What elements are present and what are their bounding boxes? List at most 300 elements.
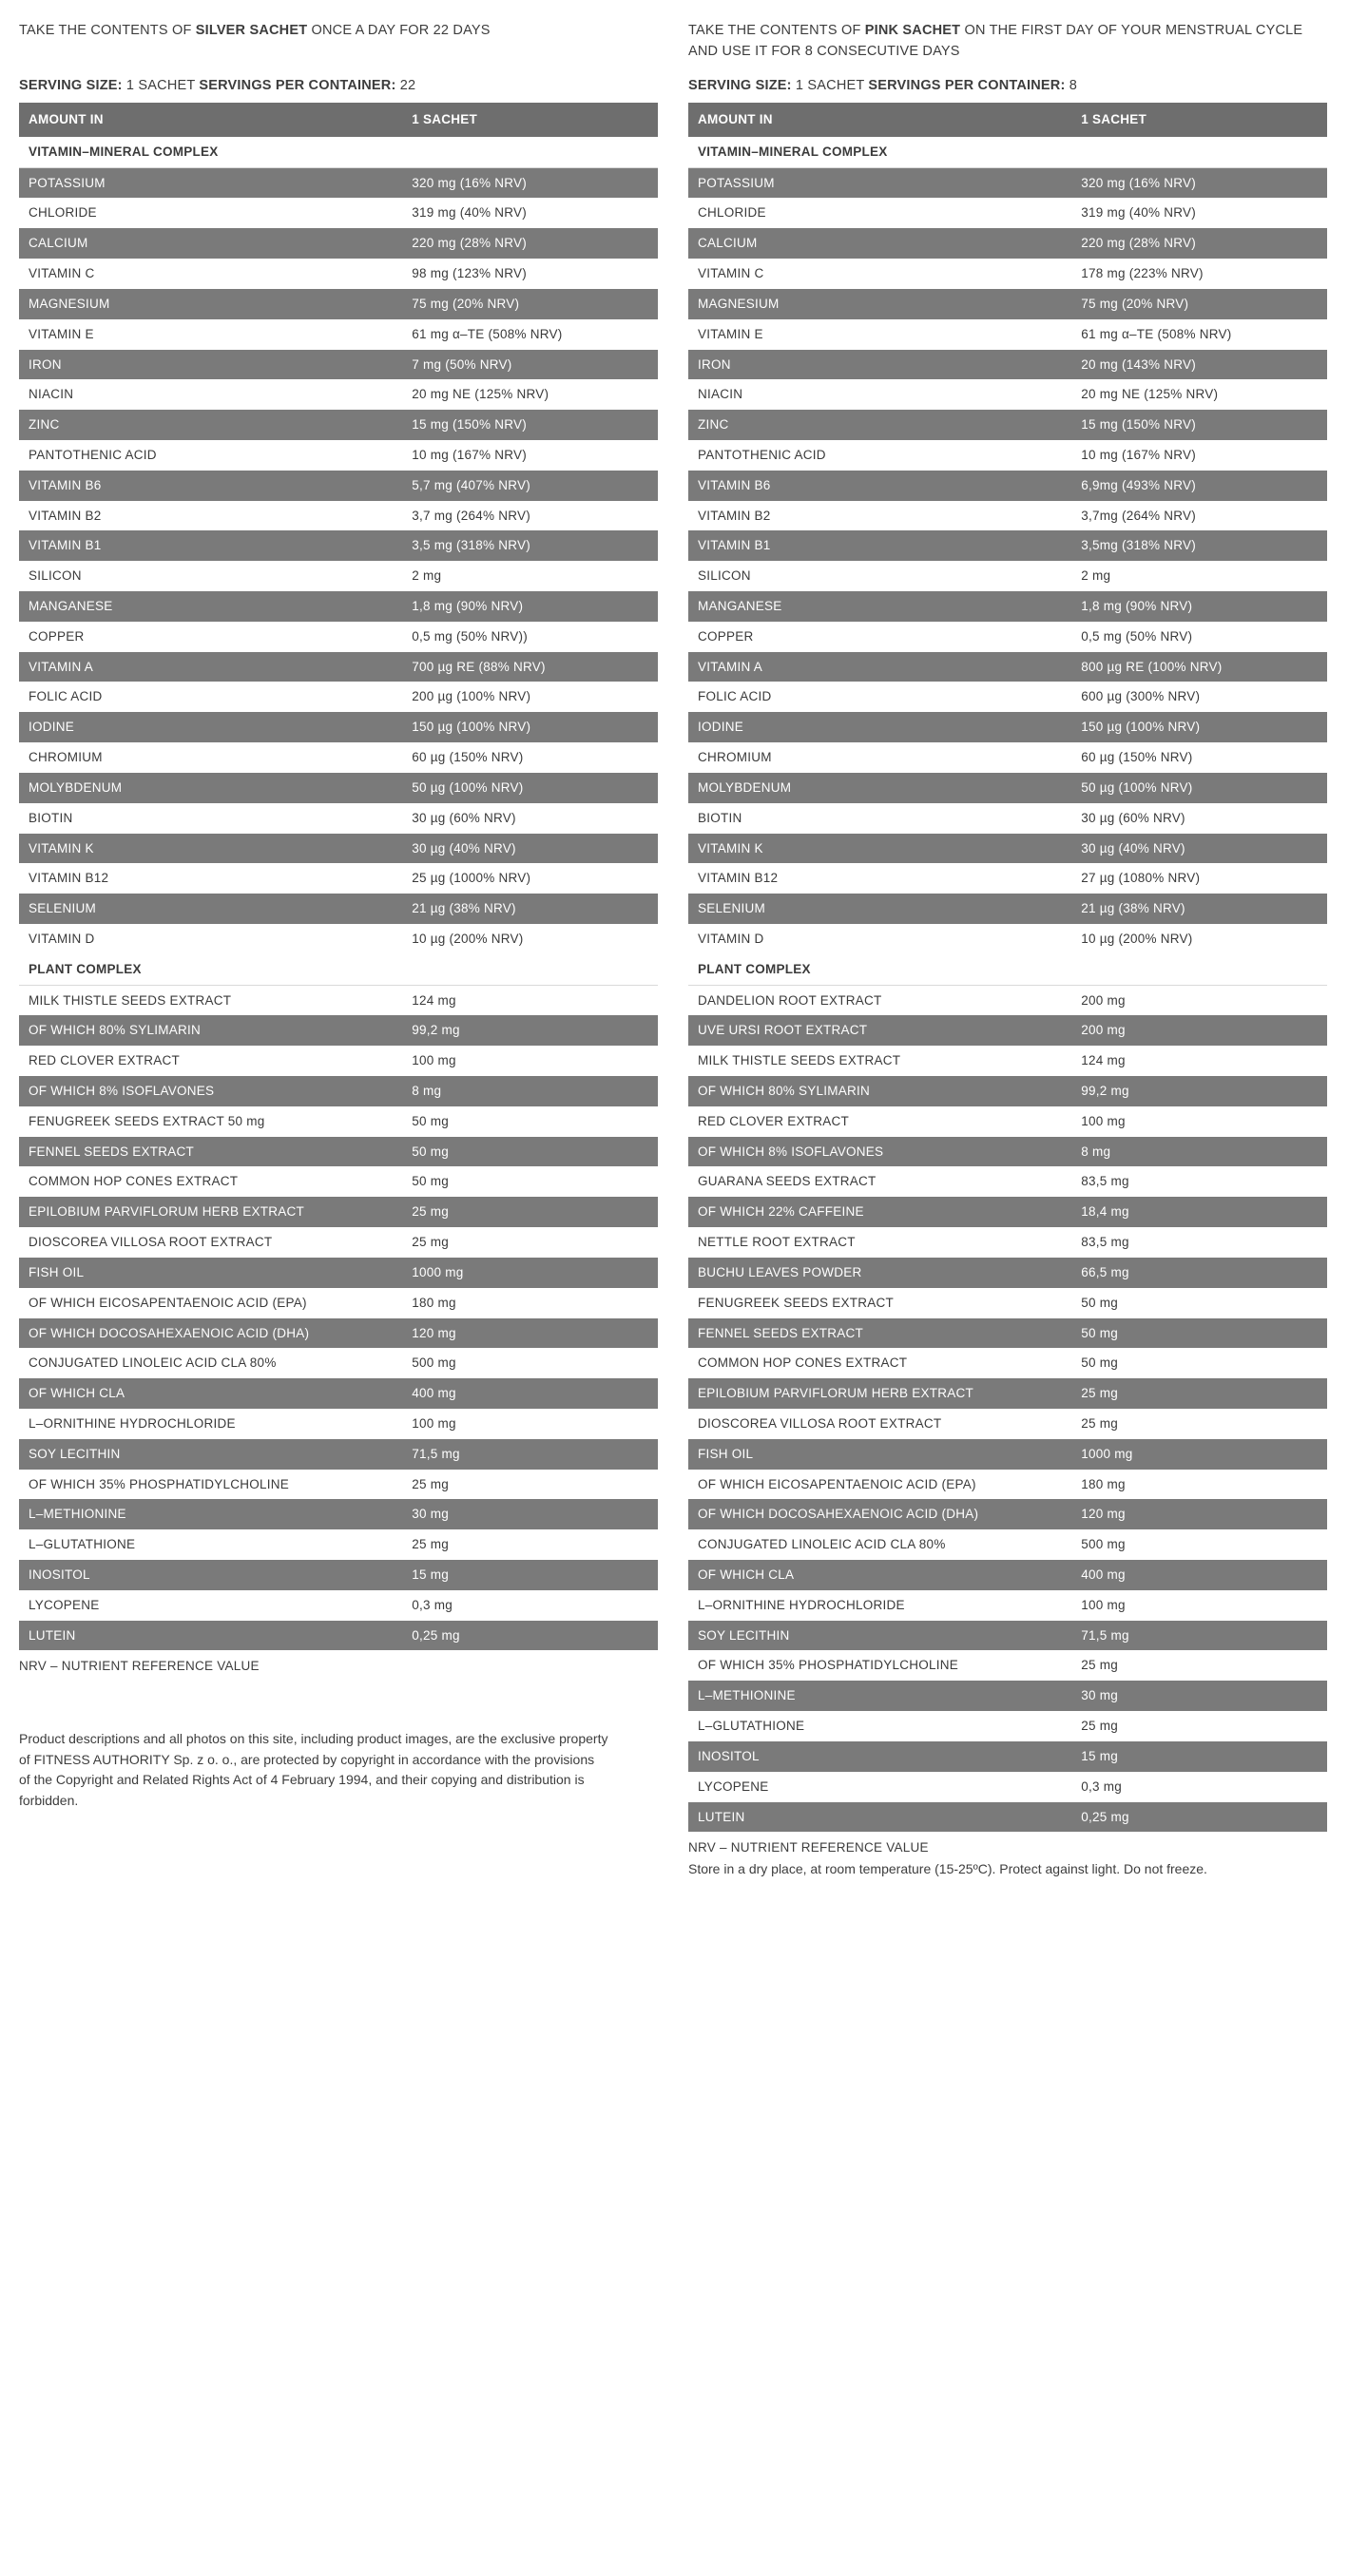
ingredient-name: FISH OIL [19, 1258, 402, 1288]
ingredient-amount: 3,5 mg (318% NRV) [402, 530, 658, 561]
ingredient-name: EPILOBIUM PARVIFLORUM HERB EXTRACT [19, 1197, 402, 1227]
ingredient-amount: 30 µg (40% NRV) [402, 834, 658, 864]
ingredient-amount: 83,5 mg [1071, 1166, 1327, 1197]
ingredient-amount: 66,5 mg [1071, 1258, 1327, 1288]
ingredient-name: IODINE [688, 712, 1071, 742]
ingredient-amount: 25 mg [402, 1197, 658, 1227]
ingredient-amount: 50 µg (100% NRV) [1071, 773, 1327, 803]
table-row [688, 1560, 1327, 1590]
pink-facts-table [688, 103, 1327, 1832]
ingredient-amount: 180 mg [1071, 1470, 1327, 1500]
table-row [688, 894, 1327, 924]
table-row [19, 1166, 658, 1197]
ingredient-name: VITAMIN D [19, 924, 402, 954]
table-row [688, 1650, 1327, 1681]
ingredient-name: CONJUGATED LINOLEIC ACID CLA 80% [688, 1529, 1071, 1560]
ingredient-name: VITAMIN E [688, 319, 1071, 350]
table-row [19, 1076, 658, 1106]
ingredient-amount: 25 mg [1071, 1378, 1327, 1409]
ingredient-amount: 3,7mg (264% NRV) [1071, 501, 1327, 531]
ingredient-name: MOLYBDENUM [19, 773, 402, 803]
table-row [19, 924, 658, 954]
silver-facts-table [19, 103, 658, 1650]
ingredient-amount: 10 mg (167% NRV) [1071, 440, 1327, 471]
ingredient-amount: 0,5 mg (50% NRV) [1071, 622, 1327, 652]
ingredient-amount: 600 µg (300% NRV) [1071, 682, 1327, 712]
ingredient-name: VITAMIN A [19, 652, 402, 682]
table-row [688, 1015, 1327, 1046]
ingredient-amount: 60 µg (150% NRV) [1071, 742, 1327, 773]
table-row [19, 1046, 658, 1076]
table-row [19, 319, 658, 350]
table-row [688, 1076, 1327, 1106]
table-row [19, 410, 658, 440]
ingredient-name: ZINC [19, 410, 402, 440]
ingredient-name: OF WHICH 80% SYLIMARIN [19, 1015, 402, 1046]
table-header-row [19, 103, 658, 137]
ingredient-name: ZINC [688, 410, 1071, 440]
table-row [19, 834, 658, 864]
pink-servings-label: SERVINGS PER CONTAINER: [868, 78, 1066, 93]
silver-intro-suffix: ONCE A DAY FOR 22 DAYS [307, 23, 491, 38]
ingredient-amount: 320 mg (16% NRV) [402, 167, 658, 198]
ingredient-amount: 30 µg (60% NRV) [402, 803, 658, 834]
ingredient-amount: 25 mg [1071, 1711, 1327, 1741]
ingredient-amount: 0,25 mg [402, 1621, 658, 1651]
table-row [688, 379, 1327, 410]
ingredient-name: FENUGREEK SEEDS EXTRACT [688, 1288, 1071, 1318]
silver-servings-value: 22 [395, 78, 416, 93]
table-row [19, 198, 658, 228]
ingredient-amount: 400 mg [1071, 1560, 1327, 1590]
ingredient-name: DANDELION ROOT EXTRACT [688, 985, 1071, 1015]
table-row [19, 1529, 658, 1560]
table-row [688, 1741, 1327, 1772]
ingredient-amount: 1000 mg [402, 1258, 658, 1288]
ingredient-name: NETTLE ROOT EXTRACT [688, 1227, 1071, 1258]
ingredient-amount: 200 mg [1071, 985, 1327, 1015]
ingredient-amount: 15 mg [402, 1560, 658, 1590]
ingredient-name: OF WHICH EICOSAPENTAENOIC ACID (EPA) [19, 1288, 402, 1318]
table-row [688, 167, 1327, 198]
ingredient-name: BIOTIN [19, 803, 402, 834]
table-row [688, 1529, 1327, 1560]
table-row [19, 1439, 658, 1470]
table-row [688, 440, 1327, 471]
table-row [19, 682, 658, 712]
ingredient-amount: 180 mg [402, 1288, 658, 1318]
ingredient-amount: 20 mg NE (125% NRV) [1071, 379, 1327, 410]
ingredient-name: POTASSIUM [688, 167, 1071, 198]
table-row [19, 985, 658, 1015]
ingredient-amount: 178 mg (223% NRV) [1071, 259, 1327, 289]
table-row [688, 1590, 1327, 1621]
ingredient-amount: 1,8 mg (90% NRV) [402, 591, 658, 622]
ingredient-amount: 21 µg (38% NRV) [402, 894, 658, 924]
table-row [688, 1227, 1327, 1258]
table-row [19, 259, 658, 289]
table-row [19, 1470, 658, 1500]
ingredient-name: UVE URSI ROOT EXTRACT [688, 1015, 1071, 1046]
section-heading-row [688, 137, 1327, 167]
ingredient-amount: 0,3 mg [1071, 1772, 1327, 1802]
ingredient-amount: 18,4 mg [1071, 1197, 1327, 1227]
table-row [688, 591, 1327, 622]
ingredient-name: L–ORNITHINE HYDROCHLORIDE [688, 1590, 1071, 1621]
section-heading-row [19, 954, 658, 985]
table-row [19, 289, 658, 319]
table-row [19, 712, 658, 742]
ingredient-name: MILK THISTLE SEEDS EXTRACT [688, 1046, 1071, 1076]
ingredient-name: PANTOTHENIC ACID [688, 440, 1071, 471]
table-row [19, 622, 658, 652]
silver-servings-label: SERVINGS PER CONTAINER: [199, 78, 396, 93]
pink-serving-line [688, 78, 1327, 93]
ingredient-amount: 6,9mg (493% NRV) [1071, 471, 1327, 501]
table-row [688, 742, 1327, 773]
ingredient-amount: 50 mg [1071, 1348, 1327, 1378]
ingredient-name: NIACIN [19, 379, 402, 410]
table-row [688, 1621, 1327, 1651]
ingredient-name: OF WHICH 22% CAFFEINE [688, 1197, 1071, 1227]
ingredient-amount: 10 µg (200% NRV) [402, 924, 658, 954]
ingredient-amount: 120 mg [1071, 1499, 1327, 1529]
ingredient-name: LUTEIN [19, 1621, 402, 1651]
ingredient-name: VITAMIN C [19, 259, 402, 289]
table-row [19, 894, 658, 924]
ingredient-amount: 50 mg [1071, 1318, 1327, 1349]
ingredient-name: SOY LECITHIN [19, 1439, 402, 1470]
ingredient-name: OF WHICH EICOSAPENTAENOIC ACID (EPA) [688, 1470, 1071, 1500]
ingredient-name: COMMON HOP CONES EXTRACT [688, 1348, 1071, 1378]
pink-serving-value: 1 SACHET [791, 78, 869, 93]
ingredient-name: SELENIUM [688, 894, 1071, 924]
ingredient-name: COPPER [688, 622, 1071, 652]
ingredient-name: CHROMIUM [19, 742, 402, 773]
ingredient-amount: 50 mg [402, 1166, 658, 1197]
table-row [19, 167, 658, 198]
section-heading-row [688, 954, 1327, 985]
ingredient-name: COMMON HOP CONES EXTRACT [19, 1166, 402, 1197]
table-row [688, 1772, 1327, 1802]
table-row [19, 1106, 658, 1137]
ingredient-name: L–ORNITHINE HYDROCHLORIDE [19, 1409, 402, 1439]
pink-intro-suffix: ON THE FIRST DAY OF YOUR MENSTRUAL CYCLE AND USE IT FOR 8 CONSECUTIVE DAYS [688, 23, 1303, 59]
pink-intro-text [688, 21, 1327, 63]
ingredient-name: L–GLUTATHIONE [688, 1711, 1071, 1741]
ingredient-name: PANTOTHENIC ACID [19, 440, 402, 471]
pink-sachet-column [688, 21, 1327, 1893]
table-row [688, 319, 1327, 350]
ingredient-amount: 25 mg [402, 1470, 658, 1500]
ingredient-amount: 99,2 mg [402, 1015, 658, 1046]
ingredient-amount: 30 mg [402, 1499, 658, 1529]
table-row [19, 1621, 658, 1651]
ingredient-amount: 1000 mg [1071, 1439, 1327, 1470]
pink-serving-label: SERVING SIZE: [688, 78, 792, 93]
table-row [688, 1378, 1327, 1409]
ingredient-amount: 50 mg [402, 1106, 658, 1137]
ingredient-amount: 100 mg [402, 1046, 658, 1076]
table-row [688, 622, 1327, 652]
ingredient-amount: 200 mg [1071, 1015, 1327, 1046]
ingredient-name: SOY LECITHIN [688, 1621, 1071, 1651]
pink-intro-bold: PINK SACHET [864, 23, 961, 38]
ingredient-amount: 5,7 mg (407% NRV) [402, 471, 658, 501]
ingredient-amount: 0,3 mg [402, 1590, 658, 1621]
ingredient-name: MILK THISTLE SEEDS EXTRACT [19, 985, 402, 1015]
ingredient-amount: 2 mg [402, 561, 658, 591]
ingredient-amount: 2 mg [1071, 561, 1327, 591]
table-row [688, 1499, 1327, 1529]
silver-sachet-column [19, 21, 658, 1825]
table-row [688, 289, 1327, 319]
table-row [688, 1166, 1327, 1197]
table-row [688, 1711, 1327, 1741]
ingredient-name: VITAMIN K [19, 834, 402, 864]
ingredient-amount: 15 mg [1071, 1741, 1327, 1772]
table-row [19, 530, 658, 561]
ingredient-name: L–METHIONINE [19, 1499, 402, 1529]
ingredient-name: VITAMIN B1 [688, 530, 1071, 561]
ingredient-amount: 75 mg (20% NRV) [402, 289, 658, 319]
table-row [688, 1681, 1327, 1711]
ingredient-amount: 3,7 mg (264% NRV) [402, 501, 658, 531]
header-amount-in: AMOUNT IN [19, 103, 402, 137]
ingredient-name: OF WHICH CLA [19, 1378, 402, 1409]
section-heading-label: PLANT COMPLEX [19, 954, 658, 985]
ingredient-name: COPPER [19, 622, 402, 652]
ingredient-name: MANGANESE [19, 591, 402, 622]
silver-intro-prefix: TAKE THE CONTENTS OF [19, 23, 196, 38]
ingredient-amount: 7 mg (50% NRV) [402, 350, 658, 380]
table-row [19, 501, 658, 531]
ingredient-amount: 320 mg (16% NRV) [1071, 167, 1327, 198]
ingredient-amount: 75 mg (20% NRV) [1071, 289, 1327, 319]
ingredient-amount: 30 mg [1071, 1681, 1327, 1711]
ingredient-amount: 1,8 mg (90% NRV) [1071, 591, 1327, 622]
ingredient-amount: 61 mg α–TE (508% NRV) [402, 319, 658, 350]
silver-nrv-footnote: NRV – NUTRIENT REFERENCE VALUE [19, 1659, 260, 1674]
ingredient-amount: 50 mg [402, 1137, 658, 1167]
ingredient-amount: 800 µg RE (100% NRV) [1071, 652, 1327, 682]
table-row [19, 561, 658, 591]
table-row [19, 440, 658, 471]
ingredient-name: IRON [19, 350, 402, 380]
ingredient-amount: 319 mg (40% NRV) [402, 198, 658, 228]
ingredient-name: BUCHU LEAVES POWDER [688, 1258, 1071, 1288]
ingredient-amount: 220 mg (28% NRV) [1071, 228, 1327, 259]
ingredient-name: INOSITOL [19, 1560, 402, 1590]
ingredient-name: OF WHICH DOCOSAHEXAENOIC ACID (DHA) [19, 1318, 402, 1349]
silver-serving-line [19, 78, 658, 93]
table-row [19, 1227, 658, 1258]
ingredient-name: FOLIC ACID [688, 682, 1071, 712]
ingredient-name: VITAMIN B2 [688, 501, 1071, 531]
table-row [688, 1106, 1327, 1137]
table-row [688, 863, 1327, 894]
ingredient-amount: 25 mg [402, 1529, 658, 1560]
ingredient-amount: 150 µg (100% NRV) [402, 712, 658, 742]
ingredient-name: VITAMIN D [688, 924, 1071, 954]
ingredient-amount: 20 mg NE (125% NRV) [402, 379, 658, 410]
ingredient-name: VITAMIN B2 [19, 501, 402, 531]
ingredient-amount: 27 µg (1080% NRV) [1071, 863, 1327, 894]
ingredient-name: EPILOBIUM PARVIFLORUM HERB EXTRACT [688, 1378, 1071, 1409]
table-row [688, 561, 1327, 591]
ingredient-amount: 30 µg (40% NRV) [1071, 834, 1327, 864]
ingredient-amount: 10 µg (200% NRV) [1071, 924, 1327, 954]
ingredient-name: OF WHICH DOCOSAHEXAENOIC ACID (DHA) [688, 1499, 1071, 1529]
table-row [19, 350, 658, 380]
section-heading-label: VITAMIN–MINERAL COMPLEX [688, 137, 1327, 167]
pink-nrv-footnote: NRV – NUTRIENT REFERENCE VALUE [688, 1840, 929, 1855]
ingredient-name: IRON [688, 350, 1071, 380]
table-row [19, 228, 658, 259]
section-heading-label: PLANT COMPLEX [688, 954, 1327, 985]
ingredient-name: RED CLOVER EXTRACT [688, 1106, 1071, 1137]
ingredient-amount: 50 mg [1071, 1288, 1327, 1318]
table-row [688, 1258, 1327, 1288]
ingredient-name: VITAMIN B6 [688, 471, 1071, 501]
table-row [19, 1348, 658, 1378]
ingredient-amount: 25 mg [1071, 1409, 1327, 1439]
ingredient-amount: 98 mg (123% NRV) [402, 259, 658, 289]
ingredient-name: VITAMIN E [19, 319, 402, 350]
table-row [688, 1197, 1327, 1227]
ingredient-amount: 0,5 mg (50% NRV)) [402, 622, 658, 652]
table-row [688, 410, 1327, 440]
silver-intro-bold: SILVER SACHET [195, 23, 308, 38]
ingredient-name: MANGANESE [688, 591, 1071, 622]
ingredient-name: VITAMIN B6 [19, 471, 402, 501]
ingredient-name: L–GLUTATHIONE [19, 1529, 402, 1560]
table-row [19, 379, 658, 410]
ingredient-amount: 500 mg [402, 1348, 658, 1378]
pink-servings-value: 8 [1065, 78, 1077, 93]
ingredient-name: OF WHICH CLA [688, 1560, 1071, 1590]
ingredient-amount: 8 mg [402, 1076, 658, 1106]
ingredient-name: CHROMIUM [688, 742, 1071, 773]
table-row [19, 1409, 658, 1439]
table-row [688, 501, 1327, 531]
table-row [19, 1137, 658, 1167]
ingredient-name: NIACIN [688, 379, 1071, 410]
table-row [19, 1258, 658, 1288]
table-row [688, 834, 1327, 864]
table-row [688, 1348, 1327, 1378]
table-row [688, 198, 1327, 228]
table-row [19, 1590, 658, 1621]
table-row [688, 924, 1327, 954]
ingredient-amount: 61 mg α–TE (508% NRV) [1071, 319, 1327, 350]
ingredient-name: SILICON [688, 561, 1071, 591]
table-row [19, 652, 658, 682]
ingredient-name: FENUGREEK SEEDS EXTRACT 50 mg [19, 1106, 402, 1137]
ingredient-amount: 200 µg (100% NRV) [402, 682, 658, 712]
ingredient-name: VITAMIN K [688, 834, 1071, 864]
ingredient-name: RED CLOVER EXTRACT [19, 1046, 402, 1076]
ingredient-amount: 120 mg [402, 1318, 658, 1349]
table-row [688, 1288, 1327, 1318]
table-row [688, 985, 1327, 1015]
ingredient-name: SELENIUM [19, 894, 402, 924]
ingredient-name: DIOSCOREA VILLOSA ROOT EXTRACT [19, 1227, 402, 1258]
ingredient-name: OF WHICH 8% ISOFLAVONES [19, 1076, 402, 1106]
ingredient-name: SILICON [19, 561, 402, 591]
ingredient-amount: 124 mg [402, 985, 658, 1015]
storage-instructions: Store in a dry place, at room temperature (15-25ºC). Protect against light. Do not freeze. [688, 1860, 1207, 1876]
table-row [688, 1318, 1327, 1349]
table-row [688, 1802, 1327, 1833]
table-row [19, 803, 658, 834]
copyright-notice: Product descriptions and all photos on this site, including product images, are the exclusive property of FITNESS AUTHORITY Sp. z o. o., are protected by copyright in accordance with the provisions of the Copyright and Related Rights Act of 4 February 1994, and their copying and distribution is forbidden. [19, 1731, 608, 1809]
table-row [688, 350, 1327, 380]
ingredient-amount: 15 mg (150% NRV) [402, 410, 658, 440]
ingredient-amount: 71,5 mg [402, 1439, 658, 1470]
ingredient-amount: 10 mg (167% NRV) [402, 440, 658, 471]
table-row [688, 259, 1327, 289]
ingredient-amount: 71,5 mg [1071, 1621, 1327, 1651]
ingredient-name: POTASSIUM [19, 167, 402, 198]
ingredient-name: DIOSCOREA VILLOSA ROOT EXTRACT [688, 1409, 1071, 1439]
ingredient-name: CALCIUM [688, 228, 1071, 259]
header-serving: 1 SACHET [402, 103, 658, 137]
ingredient-name: LYCOPENE [19, 1590, 402, 1621]
table-row [688, 1439, 1327, 1470]
table-row [19, 591, 658, 622]
ingredient-amount: 500 mg [1071, 1529, 1327, 1560]
ingredient-name: FENNEL SEEDS EXTRACT [19, 1137, 402, 1167]
table-row [19, 1197, 658, 1227]
ingredient-amount: 220 mg (28% NRV) [402, 228, 658, 259]
silver-serving-value: 1 SACHET [122, 78, 200, 93]
table-row [19, 1015, 658, 1046]
section-heading-row [19, 137, 658, 167]
table-row [19, 863, 658, 894]
table-row [688, 1137, 1327, 1167]
ingredient-name: OF WHICH 35% PHOSPHATIDYLCHOLINE [19, 1470, 402, 1500]
ingredient-amount: 3,5mg (318% NRV) [1071, 530, 1327, 561]
ingredient-name: LUTEIN [688, 1802, 1071, 1833]
ingredient-amount: 124 mg [1071, 1046, 1327, 1076]
table-row [688, 530, 1327, 561]
ingredient-name: VITAMIN B12 [19, 863, 402, 894]
ingredient-amount: 400 mg [402, 1378, 658, 1409]
ingredient-amount: 25 mg [1071, 1650, 1327, 1681]
table-row [19, 1378, 658, 1409]
ingredient-name: MAGNESIUM [688, 289, 1071, 319]
table-row [19, 1288, 658, 1318]
ingredient-amount: 20 mg (143% NRV) [1071, 350, 1327, 380]
ingredient-name: CHLORIDE [19, 198, 402, 228]
ingredient-name: VITAMIN B1 [19, 530, 402, 561]
table-row [688, 652, 1327, 682]
header-amount-in: AMOUNT IN [688, 103, 1071, 137]
ingredient-amount: 100 mg [402, 1409, 658, 1439]
table-row [19, 1318, 658, 1349]
ingredient-amount: 25 µg (1000% NRV) [402, 863, 658, 894]
silver-intro-text [19, 21, 658, 63]
ingredient-amount: 50 µg (100% NRV) [402, 773, 658, 803]
ingredient-name: LYCOPENE [688, 1772, 1071, 1802]
ingredient-name: MAGNESIUM [19, 289, 402, 319]
silver-serving-label: SERVING SIZE: [19, 78, 123, 93]
ingredient-amount: 15 mg (150% NRV) [1071, 410, 1327, 440]
ingredient-name: OF WHICH 35% PHOSPHATIDYLCHOLINE [688, 1650, 1071, 1681]
ingredient-name: FENNEL SEEDS EXTRACT [688, 1318, 1071, 1349]
ingredient-amount: 0,25 mg [1071, 1802, 1327, 1833]
